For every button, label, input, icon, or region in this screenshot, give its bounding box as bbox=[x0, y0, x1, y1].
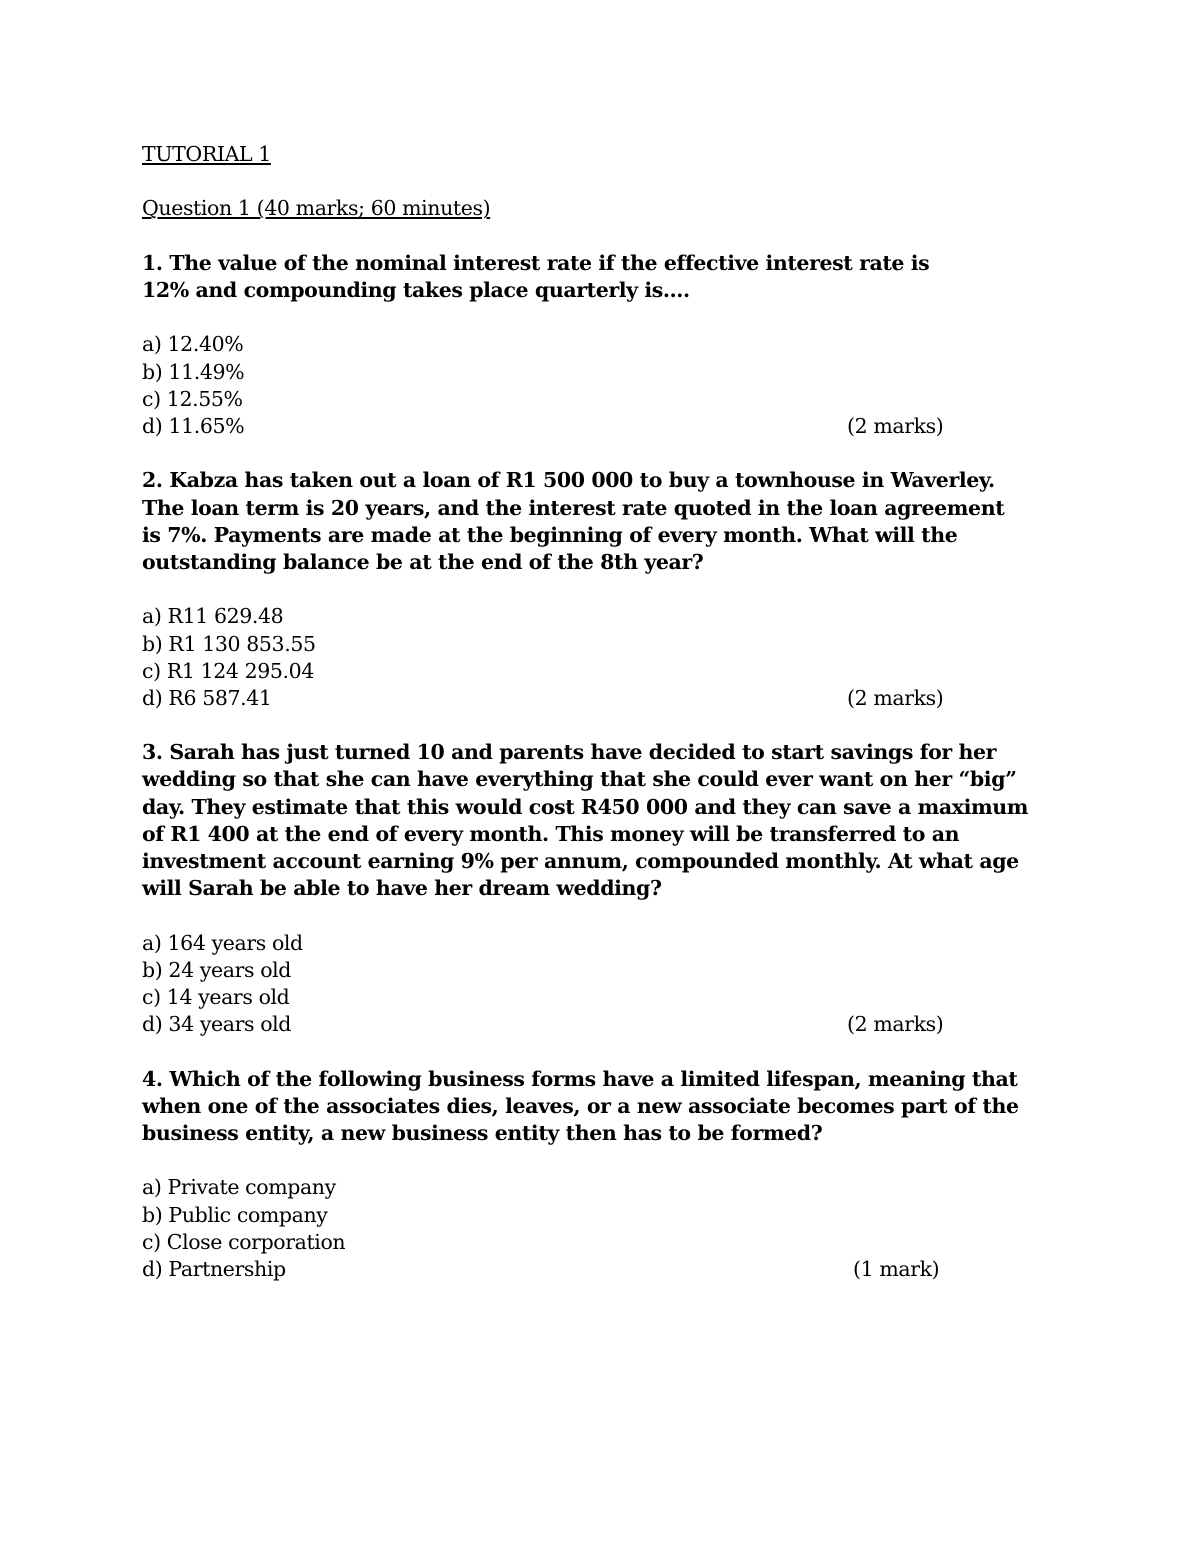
question-3-option-a bbox=[142, 930, 1042, 957]
question-4-marks: (1 mark) bbox=[853, 1256, 940, 1281]
question-4-option-b bbox=[142, 1202, 1042, 1229]
question-3-marks: (2 marks) bbox=[847, 1012, 944, 1037]
question-1-option-d bbox=[142, 413, 1042, 440]
tutorial-title: TUTORIAL 1 bbox=[142, 142, 271, 166]
question-4-options bbox=[142, 1174, 1042, 1283]
option-label: b) R1 130 853.55 bbox=[142, 631, 316, 656]
question-2 bbox=[142, 467, 1042, 712]
question-1-marks: (2 marks) bbox=[847, 413, 944, 438]
option-label: b) 11.49% bbox=[142, 359, 245, 384]
option-label: b) Public company bbox=[142, 1202, 328, 1227]
option-label: d) 34 years old bbox=[142, 1012, 292, 1037]
question-4-option-d bbox=[142, 1256, 1042, 1283]
question-1-text: 1. The value of the nominal interest rate if the effective interest rate is 12% and compounding takes place quarterly is…. bbox=[142, 250, 930, 302]
question-2-option-d bbox=[142, 685, 1042, 712]
question-3-option-b bbox=[142, 957, 1042, 984]
question-1-option-a bbox=[142, 331, 1042, 358]
option-label: d) 11.65% bbox=[142, 413, 245, 438]
question-heading: Question 1 (40 marks; 60 minutes) bbox=[142, 196, 491, 221]
question-3-options bbox=[142, 930, 1042, 1039]
option-label: c) Close corporation bbox=[142, 1229, 346, 1254]
option-label: a) Private company bbox=[142, 1175, 336, 1200]
option-label: c) 14 years old bbox=[142, 985, 290, 1010]
option-label: c) 12.55% bbox=[142, 386, 243, 411]
question-1-options bbox=[142, 331, 1042, 440]
question-2-options bbox=[142, 603, 1042, 712]
question-2-option-c bbox=[142, 658, 1042, 685]
option-label: b) 24 years old bbox=[142, 957, 292, 982]
option-label: d) R6 587.41 bbox=[142, 685, 272, 710]
question-4 bbox=[142, 1066, 1042, 1284]
question-3-option-d bbox=[142, 1011, 1042, 1038]
question-4-option-c bbox=[142, 1229, 1042, 1256]
document-content bbox=[142, 141, 1042, 1310]
question-4-option-a bbox=[142, 1174, 1042, 1201]
question-2-text: 2. Kabza has taken out a loan of R1 500 000 to buy a townhouse in Waverley. The loan term is 20 years, and the interest rate quoted in the loan agreement is 7%. Payments are made at the beginning of every month. What will the outstanding balance be at the end of the 8th year? bbox=[142, 468, 1005, 574]
option-label: d) Partnership bbox=[142, 1256, 286, 1281]
question-1 bbox=[142, 250, 1042, 440]
question-1-option-c bbox=[142, 386, 1042, 413]
option-label: a) 164 years old bbox=[142, 930, 303, 955]
question-2-marks: (2 marks) bbox=[847, 685, 944, 710]
question-2-option-a bbox=[142, 603, 1042, 630]
option-label: a) 12.40% bbox=[142, 332, 244, 357]
question-3-option-c bbox=[142, 984, 1042, 1011]
question-1-option-b bbox=[142, 359, 1042, 386]
option-label: a) R11 629.48 bbox=[142, 604, 284, 629]
question-3 bbox=[142, 739, 1042, 1038]
option-label: c) R1 124 295.04 bbox=[142, 658, 314, 683]
question-3-text: 3. Sarah has just turned 10 and parents have decided to start savings for her wedding so that she can have everything that she could ever want on her “big” day. They estimate that this would cost R450 000 and they can save a maximum of R1 400 at the end of every month. This money will be transferred to an investment account earning 9% per annum, compounded monthly. At what age will Sarah be able to have her dream wedding? bbox=[142, 740, 1029, 901]
question-2-option-b bbox=[142, 631, 1042, 658]
question-4-text: 4. Which of the following business forms have a limited lifespan, meaning that when one of the associates dies, leaves, or a new associate becomes part of the business entity, a new business entity then has to be formed? bbox=[142, 1066, 1019, 1145]
